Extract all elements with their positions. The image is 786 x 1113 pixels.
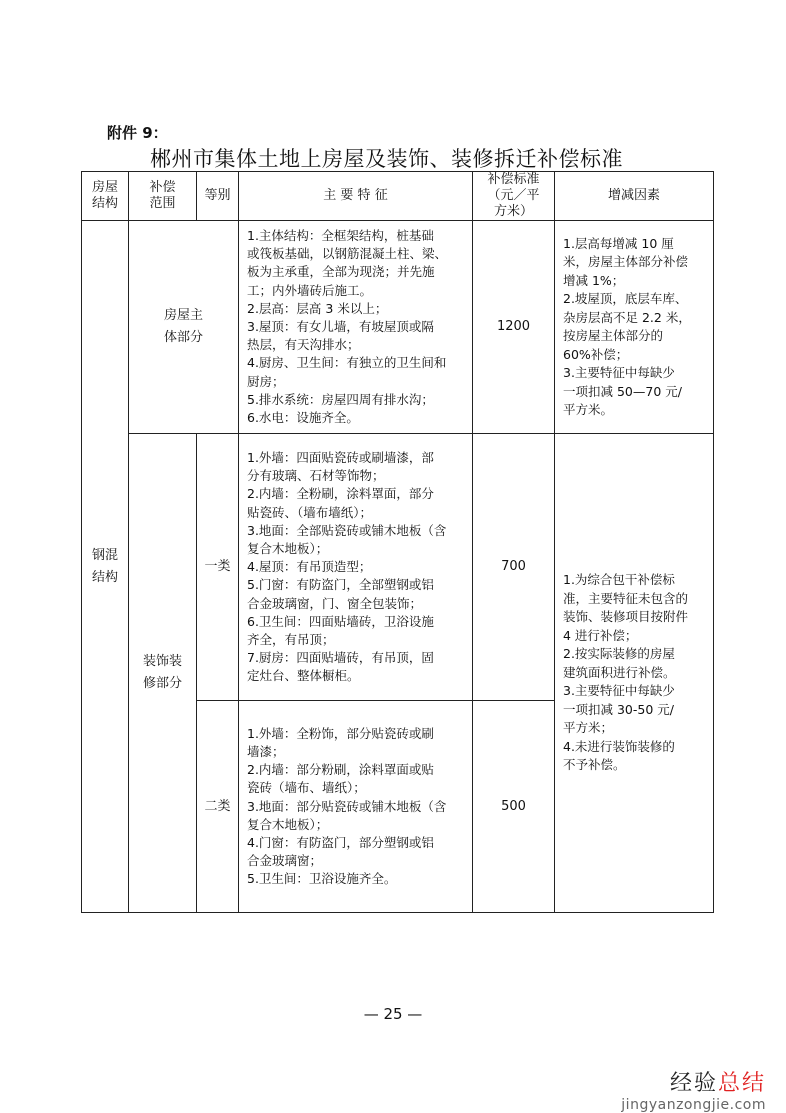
watermark-url: jingyanzongjie.com (621, 1097, 766, 1113)
page-title: 郴州市集体土地上房屋及装饰、装修拆迁补偿标准 (150, 147, 623, 171)
features-main-cell: 1.主体结构：全框架结构，桩基础 或筏板基础，以钢筋混凝土柱、梁、 板为主承重，全部为现浇；并先施 工；内外墙砖后施工。 2.层高：层高 3 米以上； 3.屋顶：有女儿墙，有坡屋顶或隔 热层，有天沟排水； 4.厨房、卫生间：有独立的卫生间和 厨房； 5.排水系统：房屋四周有排水沟； 6.水电：设施齐全。 (239, 221, 473, 434)
table-row-grade1 (82, 434, 714, 701)
watermark-logo: 经验总结 (669, 1071, 766, 1096)
standard-main-cell: 1200 (473, 221, 555, 434)
attachment-label: 附件 9： (107, 124, 168, 142)
header-structure: 房屋 结构 (82, 172, 129, 221)
scope-main-cell: 房屋主 体部分 (129, 221, 239, 434)
features-grade2-cell: 1.外墙：全粉饰，部分贴瓷砖或刷 墙漆； 2.内墙：部分粉刷，涂料罩面或贴 瓷砖（墙布、墙纸）； 3.地面：部分贴瓷砖或铺木地板（含 复合木地板）； 4.门窗：有防盗门，部分塑钢或铝 合金玻璃窗； 5.卫生间：卫浴设施齐全。 (239, 701, 473, 913)
header-scope: 补偿 范围 (129, 172, 197, 221)
compensation-table (81, 171, 714, 913)
structure-cell: 钢混 结构 (82, 221, 129, 913)
factors-decoration-cell: 1.为综合包干补偿标 准，主要特征未包含的 装饰、装修项目按附件 4 进行补偿； 2.按实际装修的房屋 建筑面积进行补偿。 3.主要特征中每缺少 一项扣减 30-50 元/ 平方米； 4.未进行装饰装修的 不予补偿。 (555, 434, 714, 913)
header-standard: 补偿标准 （元／平 方米） (473, 172, 555, 221)
header-factors: 增减因素 (555, 172, 714, 221)
header-features: 主 要 特 征 (239, 172, 473, 221)
grade1-cell: 一类 (197, 434, 239, 701)
header-grade: 等别 (197, 172, 239, 221)
page-number: — 25 — (363, 1005, 423, 1023)
factors-main-cell: 1.层高每增减 10 厘 米，房屋主体部分补偿 增减 1%； 2.坡屋顶，底层车库、 杂房层高不足 2.2 米， 按房屋主体部分的 60%补偿； 3.主要特征中每缺少 一项扣减 50—70 元/ 平方米。 (555, 221, 714, 434)
standard-grade1-cell: 700 (473, 434, 555, 701)
grade2-cell: 二类 (197, 701, 239, 913)
table-header-row (82, 172, 714, 221)
features-grade1-cell: 1.外墙：四面贴瓷砖或刷墙漆，部 分有玻璃、石材等饰物； 2.内墙：全粉刷，涂料罩面，部分 贴瓷砖、（墙布墙纸）； 3.地面：全部贴瓷砖或铺木地板（含 复合木地板）； 4.屋顶：有吊顶造型； 5.门窗：有防盗门，全部塑钢或铝 合金玻璃窗，门、窗全包装饰； 6.卫生间：四面贴墙砖，卫浴设施 齐全，有吊顶； 7.厨房：四面贴墙砖，有吊顶，固 定灶台、整体橱柜。 (239, 434, 473, 701)
table-row-main (82, 221, 714, 434)
scope-decoration-cell: 装饰装 修部分 (129, 434, 197, 913)
standard-grade2-cell: 500 (473, 701, 555, 913)
watermark (621, 1066, 766, 1113)
